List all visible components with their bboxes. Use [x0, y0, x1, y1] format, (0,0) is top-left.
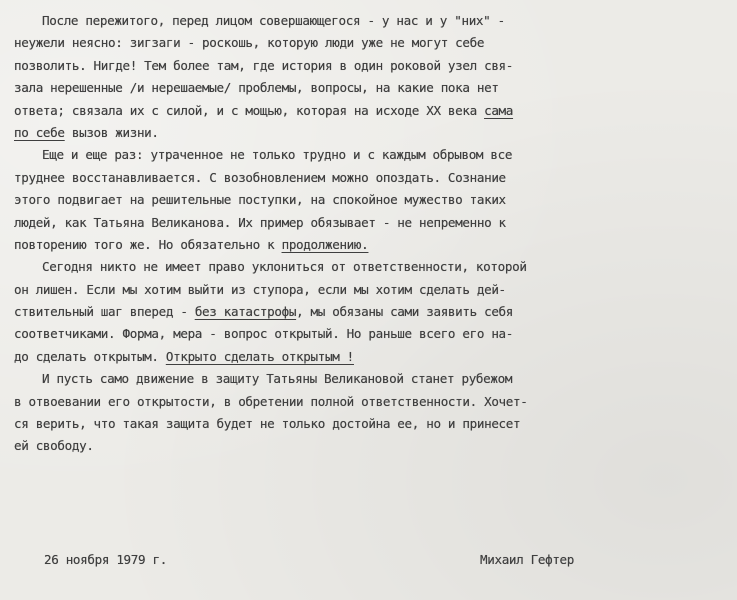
text-line	[14, 256, 724, 278]
line-text: позволить. Нигде! Тем более там, где история в один роковой узел свя-	[14, 57, 514, 73]
line-text-continued: вызов жизни.	[64, 124, 159, 140]
line-text: до сделать открытым.	[14, 348, 166, 364]
text-line	[14, 301, 724, 323]
underlined-phrase: по себе	[14, 124, 65, 140]
text-line	[14, 77, 724, 99]
line-text: людей, как Татьяна Великанова. Их пример обязывает - не непременно к	[14, 214, 506, 230]
text-line	[14, 144, 724, 166]
text-line	[14, 323, 724, 345]
line-text: соответчиками. Форма, мера - вопрос открытый. Но раньше всего его на-	[14, 326, 514, 342]
text-line	[14, 10, 724, 32]
text-line	[14, 413, 724, 435]
text-line	[14, 32, 724, 54]
line-text: труднее восстанавливается. С возобновлением можно опоздать. Сознание	[14, 169, 506, 185]
text-line	[14, 55, 724, 77]
underlined-phrase: Открыто сделать открытым !	[165, 348, 354, 364]
line-text: ей свободу.	[14, 438, 94, 454]
line-text-continued: , мы обязаны сами заявить себя	[296, 304, 514, 320]
text-line	[14, 279, 724, 301]
line-text: И пусть само движение в защиту Татьяны Великановой станет рубежом	[42, 371, 513, 387]
line-text: ствительный шаг вперед -	[14, 304, 195, 320]
line-text: зала нерешенные /и нерешаемые/ проблемы, вопросы, на какие пока нет	[14, 80, 499, 96]
underlined-phrase: без катастрофы	[194, 304, 297, 320]
text-line	[14, 189, 724, 211]
letter-body	[14, 10, 724, 458]
text-line	[14, 368, 724, 390]
underlined-phrase: сама	[484, 102, 514, 118]
line-text: повторению того же. Но обязательно к	[14, 236, 282, 252]
underlined-phrase: продолжению.	[281, 236, 369, 252]
letter-date: 26 ноября 1979 г.	[44, 552, 167, 567]
line-text: он лишен. Если мы хотим выйти из ступора, если мы хотим сделать дей-	[14, 281, 506, 297]
text-line	[14, 167, 724, 189]
line-text: ся верить, что такая защита будет не только достойна ее, но и принесет	[14, 416, 521, 432]
text-line	[14, 212, 724, 234]
text-line	[14, 122, 724, 144]
text-line	[14, 100, 724, 122]
text-line	[14, 435, 724, 457]
line-text: этого подвигает на решительные поступки, на спокойное мужество таких	[14, 192, 506, 208]
line-text: в отвоевании его открытости, в обретении полной ответственности. Хочет-	[14, 393, 528, 409]
line-text: Сегодня никто не имеет право уклониться от ответственности, которой	[42, 259, 527, 275]
line-text: После пережитого, перед лицом совершающегося - у нас и у "них" -	[42, 13, 505, 28]
line-text: неужели неясно: зигзаги - роскошь, которую люди уже не могут себе	[14, 35, 485, 51]
text-line	[14, 346, 724, 368]
author-signature: Михаил Гефтер	[480, 552, 575, 567]
text-line	[14, 234, 724, 256]
text-line	[14, 391, 724, 413]
line-text: Еще и еще раз: утраченное не только трудно и с каждым обрывом все	[42, 147, 513, 163]
line-text: ответа; связала их с силой, и с мощью, которая на исходе XX века	[14, 102, 485, 118]
